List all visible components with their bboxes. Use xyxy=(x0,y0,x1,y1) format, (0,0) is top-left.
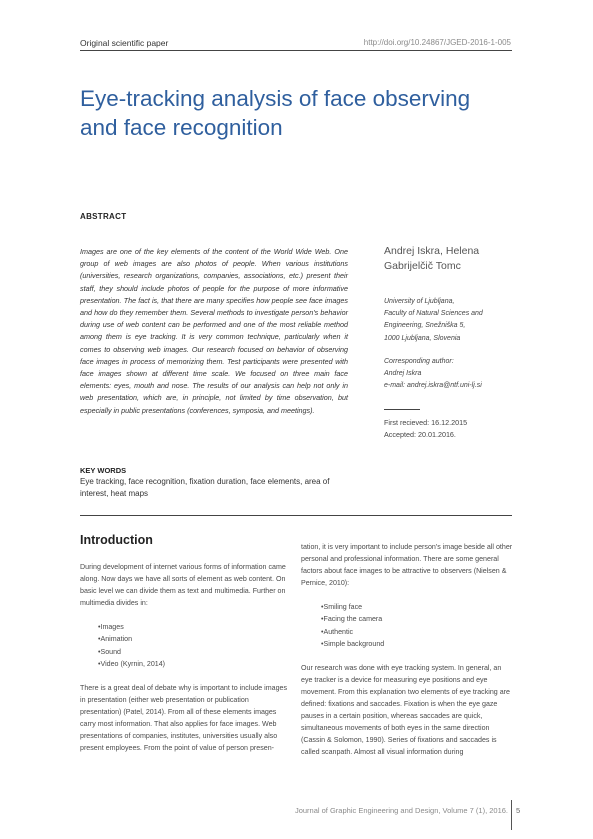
list-item: • Smiling face xyxy=(321,601,513,613)
corresponding-label: Corresponding author: xyxy=(384,358,454,365)
affiliation-line: Faculty of Natural Sciences and xyxy=(384,310,483,318)
body-column-right xyxy=(301,541,513,759)
paragraph: There is a great deal of debate why is important to include images in presentation (either web presentation or publication presentation) (Patel, 2014). From all of these elements images carry most information. That also applies for face images. Web presentations of companies, institutes, universities usually also present employees. From the point of value of person presen- xyxy=(80,683,288,753)
abstract-heading: ABSTRACT xyxy=(80,212,127,221)
introduction-heading: Introduction xyxy=(80,533,153,547)
list-item: • Animation xyxy=(98,633,292,645)
list-item: • Simple background xyxy=(321,638,513,650)
keywords-heading: KEY WORDS xyxy=(80,466,127,475)
affiliation-line: Engineering, Snežniška 5, xyxy=(384,322,466,330)
doi-link[interactable]: http://doi.org/10.24867/JGED-2016-1-005 xyxy=(363,38,511,47)
header-divider xyxy=(80,50,512,51)
list-item: • Images xyxy=(98,621,292,633)
list-item: • Sound xyxy=(98,646,292,658)
submission-dates xyxy=(384,417,524,441)
received-date: First recieved: 16.12.2015 xyxy=(384,418,468,427)
multimedia-list xyxy=(80,621,292,669)
section-divider xyxy=(80,515,512,516)
list-item: • Video (Kyrnin, 2014) xyxy=(98,658,292,670)
paragraph: Our research was done with eye tracking system. In general, an eye tracker is a device for measuring eye positions and eye movement. From this explanation two elements of eye tracking are defined: fixations and saccades. Fixation is when the eye gaze pauses in a certain position, whereas saccades are quick, simultaneous movements of both eyes in the same direction (Cassin & Solomon, 1990). Series of fixations and saccades is called scanpath. Almost all visual information during xyxy=(301,663,510,757)
affiliation-line: University of Ljubljana, xyxy=(384,298,455,305)
list-item: • Facing the camera xyxy=(321,613,513,625)
affiliation xyxy=(384,296,524,345)
page-number: 5 xyxy=(516,806,521,815)
footer-divider xyxy=(511,800,512,830)
article-title: Eye-tracking analysis of face observing and face recognition xyxy=(80,86,471,140)
journal-citation: Journal of Graphic Engineering and Design, Volume 7 (1), 2016. xyxy=(294,806,508,815)
paragraph: tation, it is very important to include person's image beside all other personal and professional information. There are some general factors about face images to be attractive to observers (Nielsen & Pernice, 2010): xyxy=(301,543,513,588)
affiliation-line: 1000 Ljubljana, Slovenia xyxy=(384,334,461,342)
body-column-left xyxy=(80,561,292,754)
dates-divider xyxy=(384,409,420,410)
corresponding-name: Andrej Iskra xyxy=(384,370,422,378)
abstract-text: Images are one of the key elements of the content of the World Wide Web. One group of web images are also photos of people. When various institutions (universities, research organizations, companies, associations, etc.) present their staff, they should include photos of people for the purpose of more informative presentation. The fact is, that there are many specifies how people see face images and how do they remember them. Several methods to investigate person's behavior during use of web content can be performed and one of the most reliable method among them is eye tracking. It is very common technique, particularly when it comes to observing web images. Our research focused on behavior of observing face images in process of memorizing them. Test participants were presented with face images shown at different time scale. We focused on three main face elements: eyes, mouth and nose. The results of our analysis can help not only in web presentation, which are, in principle, not limited by time observation, but especially in public presentations (conferences, symposia, and meetings). xyxy=(80,247,348,415)
factors-list xyxy=(301,601,513,649)
paragraph: During development of internet various forms of information came along. Now days we have all sorts of element as web content. On basic level we can divide them as text and multimedia. Further on multimedia divides in: xyxy=(80,563,286,608)
keywords-text: Eye tracking, face recognition, fixation duration, face elements, area of interest, heat maps xyxy=(80,477,330,498)
accepted-date: Accepted: 20.01.2016. xyxy=(384,430,456,440)
paper-type: Original scientific paper xyxy=(80,38,169,48)
author-names: Andrej Iskra, Helena Gabrijelčič Tomc xyxy=(384,245,480,272)
corresponding-email[interactable]: e-mail: andrej.iskra@ntf.uni-lj.si xyxy=(384,382,482,390)
list-item: • Authentic xyxy=(321,626,513,638)
corresponding-author xyxy=(384,356,524,393)
